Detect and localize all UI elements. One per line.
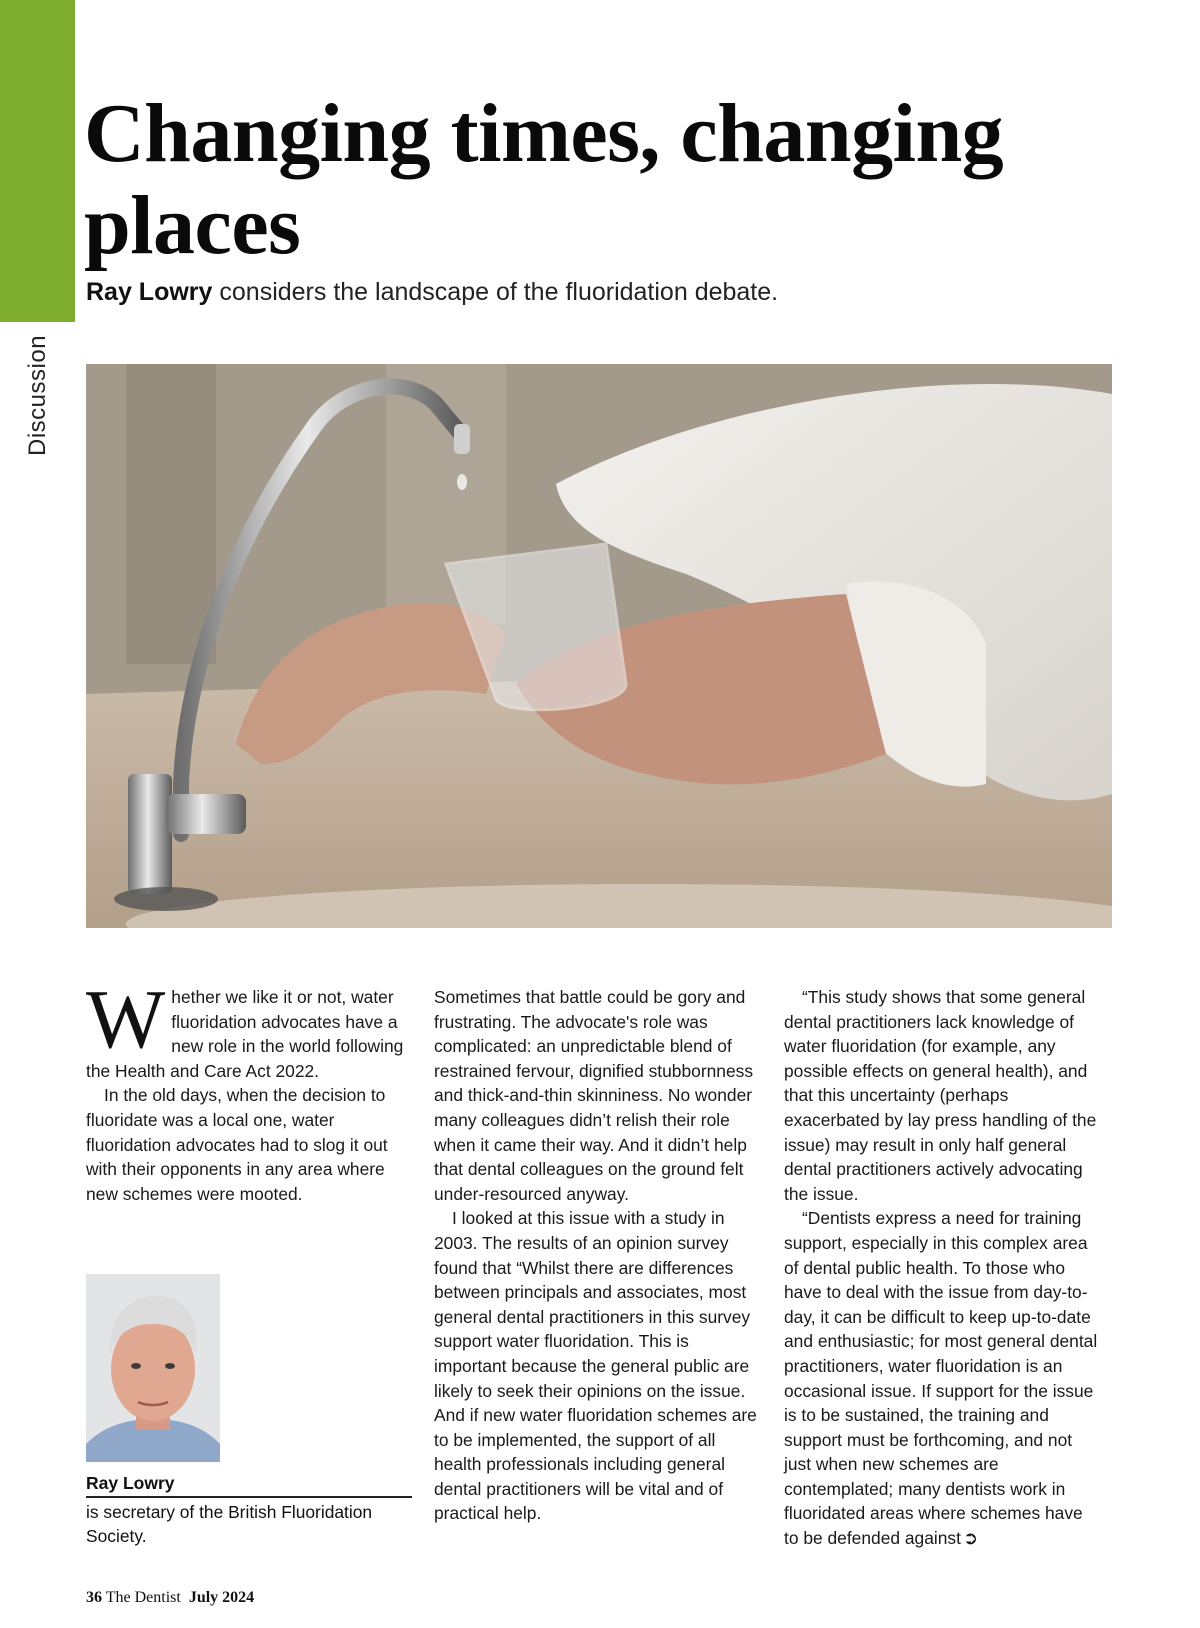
body-paragraph: “This study shows that some general dental practitioners lack knowledge of water fluoridation (for example, any possible effects on general health), and that this uncertainty (perhaps exacerbated by lay press handling of the issue) may result in only half general dental practitioners actively advocating the issue. xyxy=(784,987,1097,1204)
hero-photo-tap-and-glass xyxy=(86,364,1112,928)
author-portrait-illustration xyxy=(86,1274,220,1462)
section-accent-bar xyxy=(0,0,75,322)
body-paragraph: In the old days, when the decision to fluoridate was a local one, water fluoridation advocates had to slog it out with their opponents in any area where new schemes were mooted. xyxy=(86,1085,388,1204)
author-name: Ray Lowry xyxy=(86,1472,412,1498)
body-paragraph: I looked at this issue with a study in 2003. The results of an opinion survey found that “Whilst there are differences between principals and associates, most general dental practitioners in this survey support water fluoridation. This is important because the general public are likely to seek their opinions on the issue. And if new water fluoridation schemes are to be implemented, the support of all health professionals including general dental practitioners will be vital and of practical help. xyxy=(434,1208,757,1524)
author-photo xyxy=(86,1274,220,1462)
author-bio: is secretary of the British Fluoridation Society. xyxy=(86,1502,373,1546)
page-number: 36 xyxy=(86,1589,102,1606)
body-column-1 xyxy=(86,973,416,1206)
body-paragraph xyxy=(784,1206,1102,1550)
body-text: hether we like it or not, water fluoridation advocates have a new role in the world following the Health and Care Act 2022. xyxy=(86,987,404,1081)
standfirst-author: Ray Lowry xyxy=(86,278,213,306)
page-footer xyxy=(86,1589,254,1607)
section-label: Discussion xyxy=(24,334,51,456)
drop-cap: W xyxy=(86,973,166,1066)
body-column-3 xyxy=(784,985,1102,1551)
standfirst-text: considers the landscape of the fluoridation debate. xyxy=(212,278,779,306)
article-title: Changing times, changing places xyxy=(84,87,1004,272)
publication-name: The Dentist xyxy=(105,1589,181,1606)
issue-date: July 2024 xyxy=(188,1589,255,1606)
continue-arrow-icon: ➲ xyxy=(962,1528,979,1549)
body-column-2 xyxy=(434,985,764,1526)
body-text: “Dentists express a need for training support, especially in this complex area of dental public health. To those who have to deal with the issue from day-to-day, it can be difficult to keep up-to-date and enthusiastic; for most general dental practitioners, water fluoridation is an occasional issue. If support for the issue is to be sustained, the training and support must be forthcoming, and not just when new schemes are contemplated; many dentists work in fluoridated areas where schemes have to be defended against xyxy=(784,1208,1098,1549)
hero-photo-illustration xyxy=(86,364,1112,928)
body-paragraph xyxy=(86,973,416,1083)
body-paragraph: Sometimes that battle could be gory and frustrating. The advocate's role was complicated: an unpredictable blend of restrained fervour, dignified stubbornness and thick-and-thin skinniness. No wonder many colleagues didn’t relish their role when it came their way. And it didn’t help that dental colleagues on the ground felt under-resourced anyway. xyxy=(434,987,754,1204)
author-box xyxy=(86,1274,412,1548)
standfirst xyxy=(86,278,778,307)
